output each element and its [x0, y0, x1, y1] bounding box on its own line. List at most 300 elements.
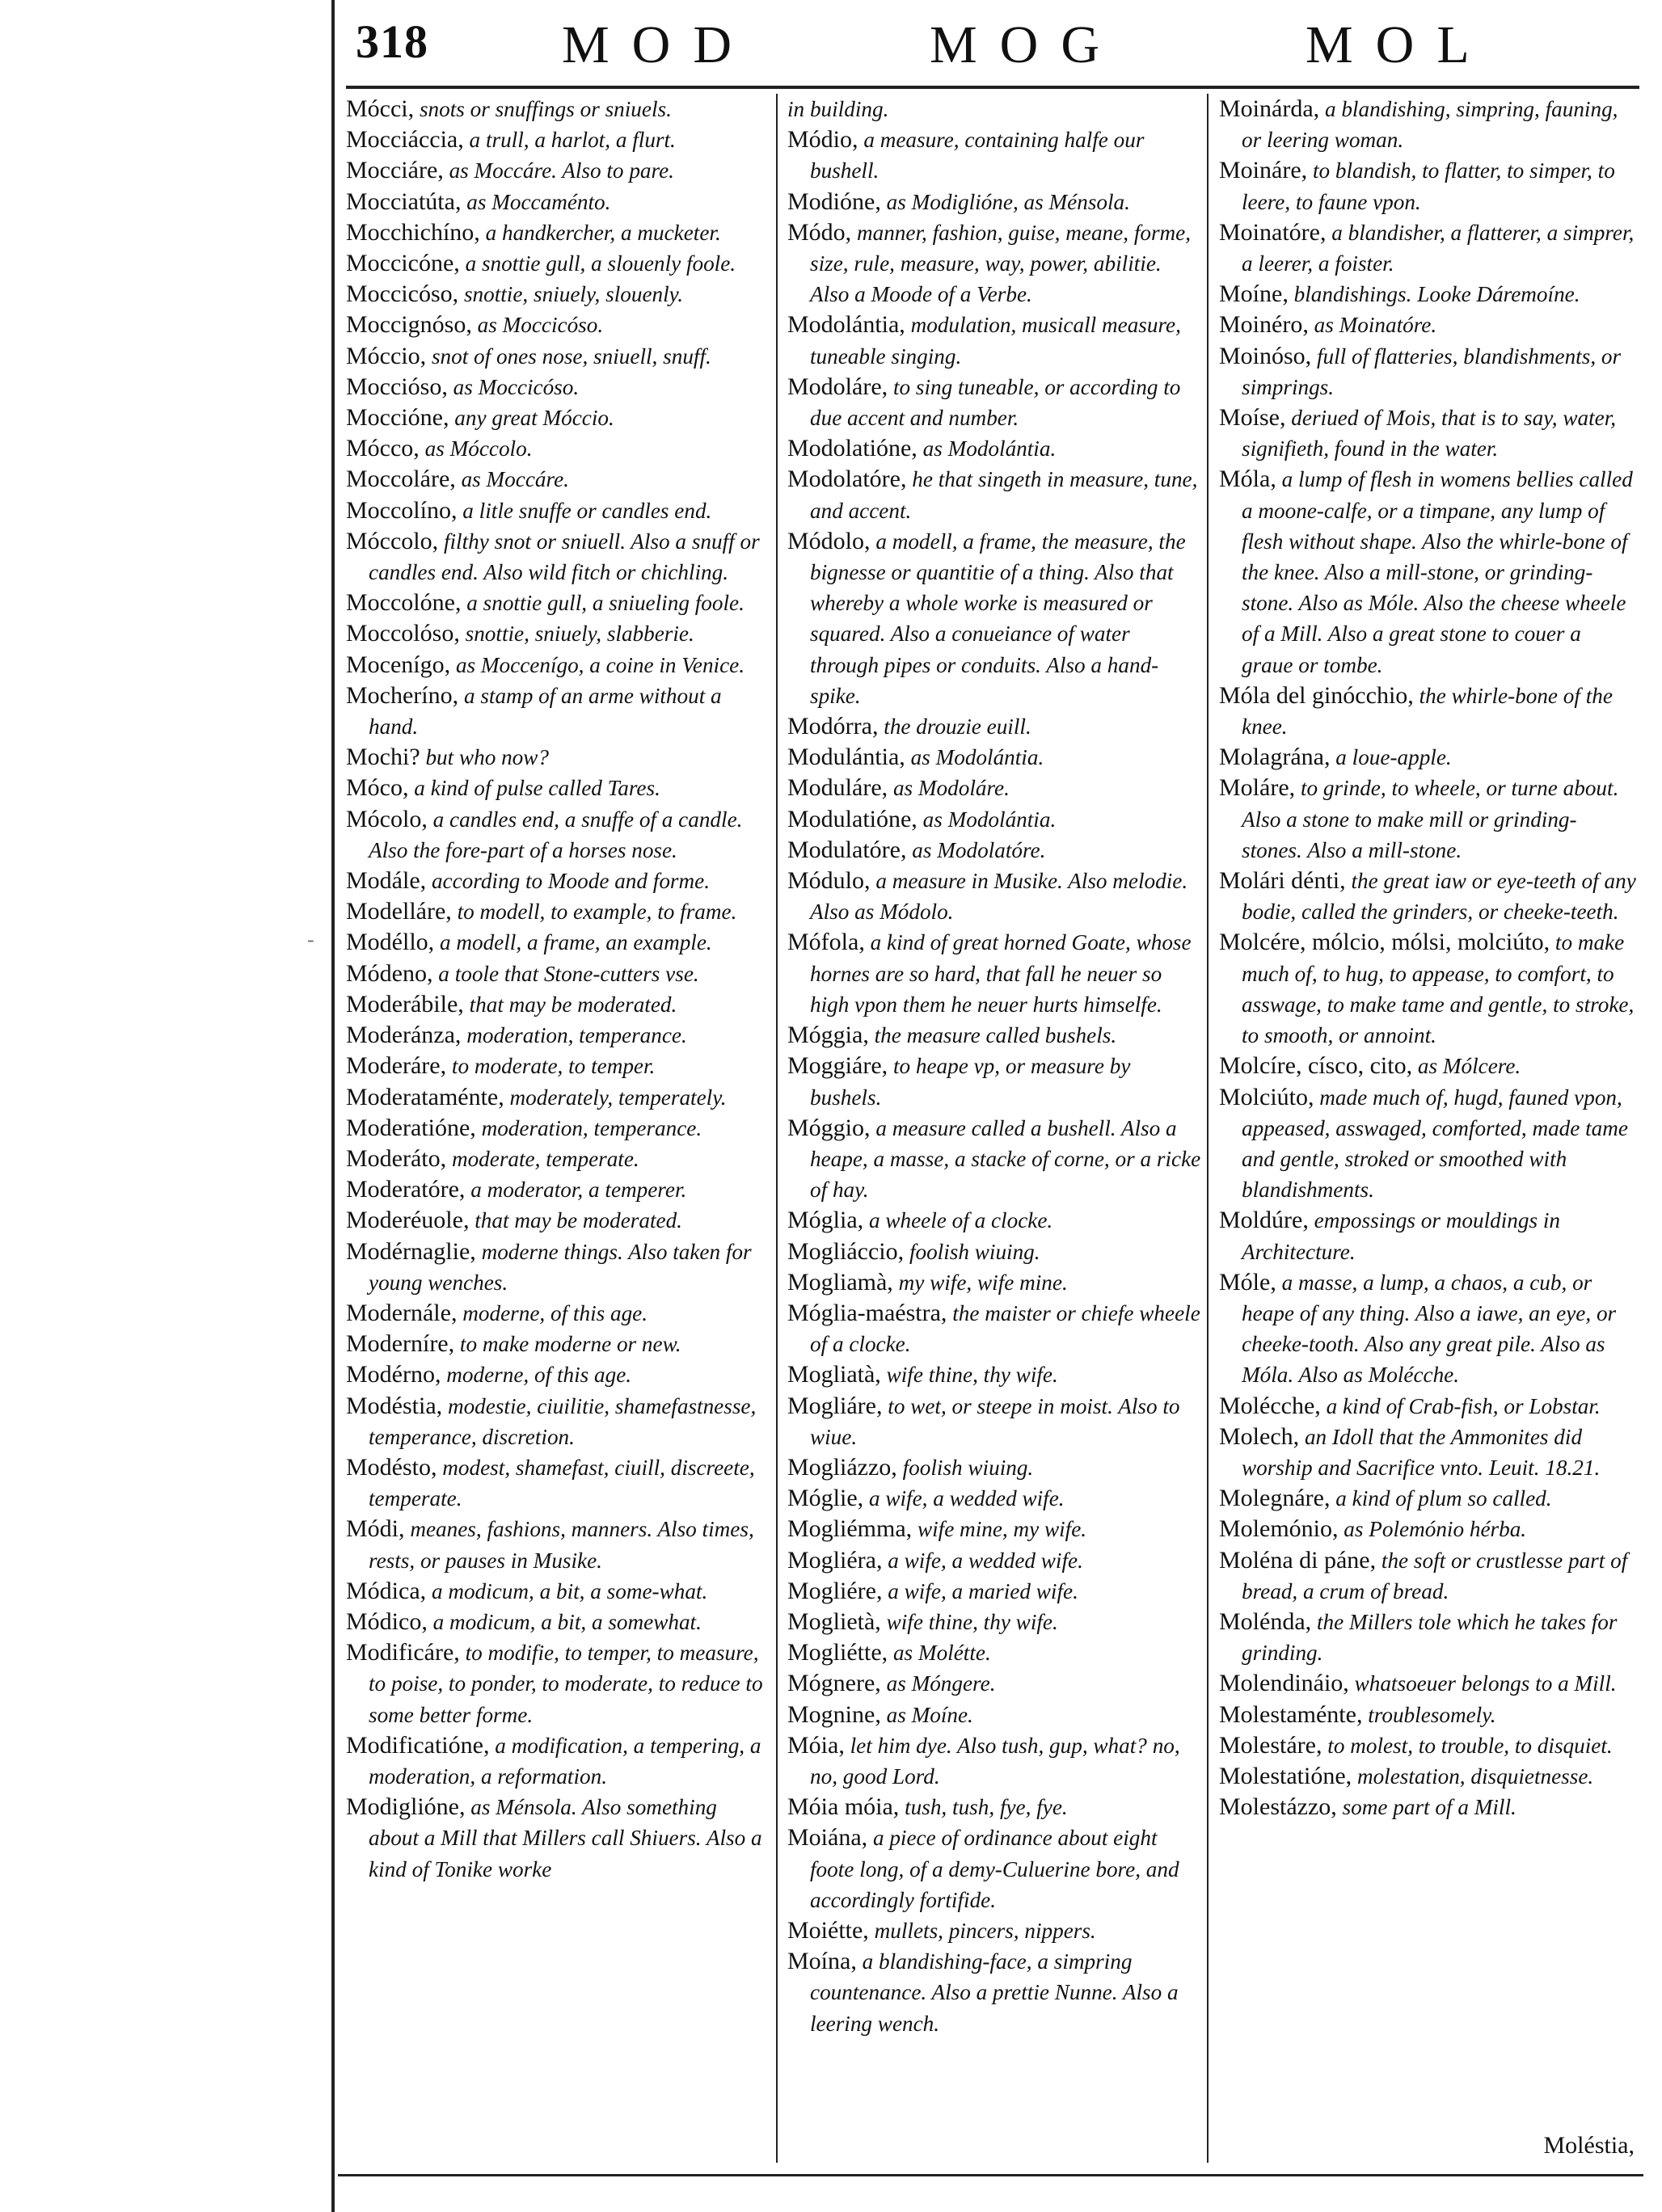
headword: Mogliémma, — [787, 1515, 913, 1543]
definition: as Polemónio hérba. — [1344, 1517, 1527, 1542]
dictionary-entry — [346, 1237, 771, 1298]
definition: a wife, a wedded wife. — [868, 1486, 1065, 1511]
headword: Módeno, — [346, 959, 433, 987]
headword: Molestaménte, — [1219, 1700, 1363, 1728]
headword: Moccolóso, — [346, 620, 460, 647]
headword: Moderataménte, — [346, 1083, 504, 1110]
dictionary-entry — [787, 1946, 1201, 2039]
dictionary-entry — [1219, 1545, 1636, 1607]
headword: Modulántia, — [787, 744, 905, 771]
dictionary-entry — [1219, 310, 1636, 340]
dictionary-entry — [346, 1329, 771, 1359]
dictionary-entry — [346, 1144, 771, 1174]
dictionary-entry — [787, 372, 1201, 433]
definition: to blandish, to flatter, to simper, to leere, to faune vpon. — [1242, 158, 1615, 214]
definition: he that singeth in measure, tune, and accent. — [810, 467, 1198, 523]
definition: a kind of plum so called. — [1335, 1486, 1552, 1511]
definition: made much of, hugd, fauned vpon, appeased, asswaged, comforted, made tame and gentle, stroked or smoothed with blandishments. — [1242, 1085, 1628, 1203]
dictionary-entry — [346, 1637, 771, 1730]
dictionary-entry — [346, 310, 771, 340]
dictionary-entry — [346, 124, 771, 155]
definition: a modicum, a bit, a some-what. — [431, 1578, 708, 1603]
definition: a modification, a tempering, a moderation, a reformation. — [369, 1733, 761, 1789]
dictionary-entry — [1219, 1792, 1636, 1822]
headword: Molestázzo, — [1219, 1793, 1337, 1821]
dictionary-entry — [346, 1792, 771, 1885]
headword: Moléna di páne, — [1219, 1546, 1377, 1574]
definition: as Moíne. — [886, 1702, 973, 1727]
definition: wife mine, my wife. — [917, 1517, 1087, 1542]
dictionary-entry — [346, 372, 771, 402]
dictionary-entry — [346, 1113, 771, 1144]
guide-word-right: MOL — [1306, 15, 1492, 74]
definition: a loue-apple. — [1335, 745, 1452, 770]
headword: Módolo, — [787, 527, 871, 554]
definition: meanes, fashions, manners. Also times, rests, or pauses in Musike. — [369, 1517, 754, 1573]
dictionary-entry — [346, 959, 771, 989]
guide-word-left: MOD — [562, 15, 755, 74]
definition: a measure called a bushell. Also a heape, a masse, a stacke of corne, or a ricke of hay. — [810, 1115, 1201, 1203]
dictionary-entry — [1219, 402, 1636, 464]
dictionary-entry — [787, 1700, 1201, 1730]
definition: the maister or chiefe wheele of a clocke. — [810, 1300, 1200, 1357]
dictionary-entry — [346, 588, 771, 618]
definition: wife thine, thy wife. — [886, 1609, 1058, 1634]
dictionary-entry — [787, 1391, 1201, 1452]
dictionary-entry — [346, 187, 771, 217]
dictionary-entry — [346, 742, 771, 773]
definition: filthy snot or sniuell. Also a snuff or candles end. Also wild fitch or chichling. — [369, 529, 760, 585]
dictionary-entry — [346, 927, 771, 958]
headword: Moccolóne, — [346, 589, 462, 617]
headword: Modolatóre, — [787, 466, 907, 493]
definition: let him dye. Also tush, gup, what? no, no, good Lord. — [810, 1733, 1180, 1789]
definition: the measure called bushels. — [874, 1023, 1117, 1048]
dictionary-entry — [346, 155, 771, 186]
dictionary-entry — [346, 680, 771, 742]
headword: Moderéuole, — [346, 1207, 470, 1234]
definition: empossings or mouldings in Architecture. — [1242, 1208, 1560, 1264]
headword: Mocchichíno, — [346, 218, 480, 246]
headword: Modále, — [346, 867, 427, 895]
dictionary-entry — [346, 1298, 771, 1329]
guide-word-center: MOG — [930, 15, 1123, 74]
headword: Molestáre, — [1219, 1731, 1322, 1759]
definition: moderne, of this age. — [462, 1300, 648, 1325]
headword: Molegnáre, — [1219, 1485, 1331, 1512]
headword: Molári dénti, — [1219, 867, 1346, 895]
headword: Moduláre, — [787, 774, 888, 802]
headword: Modiglióne, — [346, 1793, 466, 1821]
headword: Moccicóne, — [346, 250, 460, 277]
headword: Moccolíno, — [346, 496, 458, 524]
headword: Modórra, — [787, 713, 879, 740]
definition: a candles end, a snuffe of a candle. Also the fore-part of a horses nose. — [369, 807, 743, 862]
definition: a blandisher, a flatterer, a simprer, a leerer, a foister. — [1242, 220, 1635, 276]
dictionary-entry — [1219, 94, 1636, 155]
dictionary-entry — [1219, 279, 1636, 310]
column-divider-1 — [776, 94, 778, 2163]
definition: to make moderne or new. — [459, 1332, 681, 1357]
definition: a kind of great horned Goate, whose hornes are so hard, that fall he neuer so high vpon them he neuer hurts himselfe. — [810, 930, 1192, 1017]
definition: troublesomely. — [1368, 1702, 1496, 1727]
footer-rule — [338, 2174, 1643, 2176]
definition: moderation, temperance. — [466, 1023, 687, 1048]
definition: snottie, sniuely, slouenly. — [463, 282, 684, 307]
definition: as Moccicóso. — [477, 313, 604, 338]
dictionary-entry — [1219, 1082, 1636, 1206]
headword: Móccio, — [346, 342, 427, 369]
definition: the soft or crustlesse part of bread, a crum of bread. — [1242, 1548, 1628, 1603]
dictionary-entry — [787, 1452, 1201, 1483]
definition: but who now? — [425, 745, 550, 770]
margin-mark: - — [307, 928, 314, 951]
catchword: Moléstia, — [1543, 2132, 1635, 2159]
dictionary-entry — [787, 464, 1201, 525]
dictionary-entry — [1219, 1422, 1636, 1483]
definition: a wife, a wedded wife. — [888, 1548, 1083, 1573]
definition: a wheele of a clocke. — [868, 1208, 1053, 1233]
dictionary-entry — [1219, 1668, 1636, 1699]
dictionary-entry — [1219, 1730, 1636, 1761]
headword: Mócco, — [346, 435, 420, 462]
headword: Mocciáre, — [346, 157, 444, 184]
headword: Molcíre, císco, cito, — [1219, 1052, 1413, 1080]
definition: moderne, of this age. — [446, 1363, 632, 1388]
definition: a kind of Crab-fish, or Lobstar. — [1326, 1393, 1601, 1418]
definition: blandishings. Looke Dáremoíne. — [1293, 282, 1580, 307]
definition: modest, shamefast, ciuill, discreete, temperate. — [369, 1455, 755, 1511]
headword: Moderníre, — [346, 1330, 455, 1358]
definition: a masse, a lump, a chaos, a cub, or heape of any thing. Also a iawe, an eye, or cheeke-tooth. Also any great pile. Also as Móla. Also as Molécche. — [1242, 1270, 1617, 1388]
headword: Mogliáccio, — [787, 1237, 905, 1265]
definition: a moderator, a temperer. — [470, 1178, 687, 1203]
headword: Modéstia, — [346, 1392, 443, 1419]
dictionary-entry — [1219, 1267, 1636, 1391]
dictionary-entry — [787, 1730, 1201, 1792]
definition: a handkercher, a mucketer. — [485, 220, 721, 245]
definition: moderately, temperately. — [509, 1085, 727, 1110]
headword: Modulatióne, — [787, 805, 917, 832]
dictionary-entry — [346, 1730, 771, 1792]
definition: as Modolántia. — [910, 745, 1044, 770]
dictionary-entry — [787, 866, 1201, 927]
headword: Moderánza, — [346, 1022, 462, 1049]
definition: as Ménsola. Also something about a Mill that Millers call Shiuers. Also a kind of Tonike worke — [369, 1795, 762, 1881]
definition: a blandishing, simpring, fauning, or leering woman. — [1242, 97, 1618, 153]
dictionary-entry — [346, 1607, 771, 1637]
headword: Moldúre, — [1219, 1207, 1309, 1234]
headword: Mognine, — [787, 1700, 881, 1728]
definition: to sing tuneable, or according to due accent and number. — [810, 374, 1181, 431]
headword: Moderatóre, — [346, 1176, 466, 1203]
dictionary-entry — [787, 1637, 1201, 1668]
headword: Móia móia, — [787, 1793, 900, 1821]
definition: wife thine, thy wife. — [886, 1363, 1058, 1388]
headword: Modelláre, — [346, 898, 452, 925]
headword: Módico, — [346, 1607, 428, 1635]
headword: Módio, — [787, 126, 858, 154]
dictionary-entry — [346, 402, 771, 433]
dictionary-entry — [787, 1205, 1201, 1236]
dictionary-entry — [1219, 1391, 1636, 1422]
dictionary-entry — [787, 1298, 1201, 1359]
definition: a stamp of an arme without a hand. — [369, 683, 722, 739]
dictionary-entry — [787, 1113, 1201, 1206]
headword: Módica, — [346, 1577, 427, 1604]
definition: tush, tush, fye, fye. — [905, 1795, 1068, 1820]
headword: Modificáre, — [346, 1639, 460, 1666]
headword: Molech, — [1219, 1422, 1300, 1450]
definition: deriued of Mois, that is to say, water, signifieth, found in the water. — [1242, 406, 1617, 461]
dictionary-entry — [1219, 1514, 1636, 1544]
dictionary-entry — [787, 187, 1201, 217]
dictionary-entry — [346, 1205, 771, 1236]
headword: Móggio, — [787, 1114, 871, 1141]
dictionary-entry — [346, 433, 771, 464]
dictionary-entry — [787, 1237, 1201, 1267]
definition: moderate, temperate. — [451, 1146, 639, 1171]
headword: Molestatióne, — [1219, 1762, 1352, 1789]
headword: Moccióne, — [346, 404, 449, 432]
headword: Modernále, — [346, 1299, 458, 1326]
definition: a trull, a harlot, a flurt. — [469, 128, 676, 153]
definition: that may be moderated. — [469, 992, 677, 1017]
definition: a snottie gull, a sniueling foole. — [466, 591, 745, 616]
headword: Moinóso, — [1219, 342, 1312, 369]
definition: whatsoeuer belongs to a Mill. — [1354, 1671, 1617, 1696]
headword: Mógnere, — [787, 1670, 881, 1697]
definition: foolish wiuing. — [902, 1455, 1034, 1480]
dictionary-entry — [787, 1822, 1201, 1915]
definition: in building. — [787, 97, 889, 121]
dictionary-entry — [346, 1082, 771, 1113]
headword: Mocheríno, — [346, 681, 459, 709]
headword: Móglia, — [787, 1207, 864, 1234]
dictionary-entry — [787, 1483, 1201, 1514]
headword: Móia, — [787, 1731, 845, 1759]
definition: as Moccáre. — [461, 467, 569, 492]
dictionary-entry — [346, 1174, 771, 1205]
column-divider-2 — [1207, 94, 1209, 2163]
dictionary-entry — [787, 1607, 1201, 1637]
dictionary-entry — [346, 341, 771, 372]
headword: Móglia-maéstra, — [787, 1299, 947, 1326]
headword: Moccióso, — [346, 373, 448, 400]
headword: Mocenígo, — [346, 651, 451, 678]
dictionary-entry — [787, 1915, 1201, 1946]
definition: a modicum, a bit, a somewhat. — [432, 1609, 702, 1634]
dictionary-entry — [346, 866, 771, 896]
headword: Moggiáre, — [787, 1052, 888, 1080]
definition: moderne things. Also taken for young wenches. — [369, 1239, 752, 1295]
headword: Móccolo, — [346, 527, 439, 554]
page-number: 318 — [356, 15, 428, 68]
dictionary-entry — [1219, 680, 1636, 742]
definition: to modell, to example, to frame. — [457, 900, 737, 925]
headword: Modoláre, — [787, 373, 888, 400]
headword: Modésto, — [346, 1453, 437, 1481]
dictionary-entry — [787, 742, 1201, 773]
headword: Modéllo, — [346, 929, 435, 956]
definition: a snottie gull, a slouenly foole. — [465, 251, 736, 276]
dictionary-entry — [787, 804, 1201, 835]
definition: as Molétte. — [892, 1641, 991, 1666]
column-2 — [787, 94, 1201, 2039]
definition: molestation, disquietnesse. — [1356, 1763, 1594, 1789]
headword: Móco, — [346, 774, 409, 802]
definition: a wife, a maried wife. — [888, 1578, 1078, 1603]
dictionary-entry — [787, 1792, 1201, 1822]
headword: Móle, — [1219, 1268, 1276, 1296]
dictionary-entry — [346, 896, 771, 927]
headword: Mocciáccia, — [346, 126, 464, 154]
dictionary-entry — [346, 989, 771, 1020]
dictionary-entry — [787, 711, 1201, 742]
dictionary-entry — [787, 94, 1201, 124]
dictionary-entry — [1219, 217, 1636, 279]
headword: Modificatióne, — [346, 1731, 490, 1759]
headword: Moiétte, — [787, 1916, 869, 1944]
definition: a modell, a frame, the measure, the bignesse or quantitie of a thing. Also that whereby a whole worke is measured or squared. Also a conueiance of water through pipes or conduits. Also a hand-spike. — [810, 529, 1186, 708]
definition: the Millers tole which he takes for grinding. — [1242, 1609, 1618, 1666]
definition: as Modiglióne, as Ménsola. — [886, 189, 1130, 214]
definition: as Modolatóre. — [912, 837, 1046, 862]
dictionary-entry — [787, 1514, 1201, 1544]
definition: manner, fashion, guise, meane, forme, size, rule, measure, way, power, abilitie. Also a Moode of a Verbe. — [810, 220, 1192, 307]
definition: the drouzie euill. — [884, 714, 1031, 739]
headword: Modióne, — [787, 187, 881, 215]
headword: Modérno, — [346, 1361, 441, 1388]
dictionary-entry — [787, 217, 1201, 310]
dictionary-entry — [346, 1391, 771, 1452]
definition: a measure, containing halfe our bushell. — [810, 128, 1145, 183]
dictionary-entry — [346, 650, 771, 680]
definition: a measure in Musike. Also melodie. Also as Módolo. — [810, 869, 1188, 925]
definition: snot of ones nose, sniuell, snuff. — [431, 343, 711, 369]
dictionary-entry — [346, 217, 771, 248]
dictionary-entry — [346, 804, 771, 866]
dictionary-entry — [787, 1051, 1201, 1112]
dictionary-entry — [787, 1267, 1201, 1298]
headword: Moíne, — [1219, 280, 1289, 308]
definition: any great Móccio. — [454, 406, 614, 431]
definition: as Moinatóre. — [1314, 313, 1437, 338]
dictionary-entry — [1219, 1607, 1636, 1668]
definition: a blandishing-face, a simpring countenance. Also a prettie Nunne. Also a leering wench. — [810, 1949, 1179, 2036]
definition: to heape vp, or measure by bushels. — [810, 1054, 1131, 1110]
definition: a toole that Stone-cutters vse. — [438, 961, 699, 986]
dictionary-entry — [787, 433, 1201, 464]
definition: modestie, ciuilitie, shamefastnesse, temperance, discretion. — [369, 1393, 757, 1449]
dictionary-entry — [1219, 866, 1636, 927]
definition: as Modolántia. — [922, 436, 1057, 461]
headword: Mogliáre, — [787, 1392, 883, 1419]
headword: Móggia, — [787, 1022, 869, 1049]
dictionary-entry — [346, 1020, 771, 1051]
headword: Molcére, mólcio, mólsi, molciúto, — [1219, 929, 1550, 956]
definition: moderation, temperance. — [481, 1115, 702, 1140]
dictionary-entry — [346, 279, 771, 310]
headword: Modolántia, — [787, 311, 905, 339]
definition: snottie, sniuely, slabberie. — [465, 621, 694, 647]
definition: the whirle-bone of the knee. — [1242, 683, 1613, 739]
headword: Moíse, — [1219, 404, 1286, 432]
headword: Moccignóso, — [346, 311, 472, 339]
dictionary-entry — [346, 248, 771, 279]
definition: a piece of ordinance about eight foote long, of a demy-Culuerine bore, and accordingly fortifide. — [810, 1826, 1179, 1912]
headword: Mogliamà, — [787, 1268, 893, 1296]
definition: full of flatteries, blandishments, or simprings. — [1242, 343, 1622, 399]
definition: a modell, a frame, an example. — [439, 930, 712, 955]
dictionary-entry — [787, 1668, 1201, 1699]
headword: Mocciatúta, — [346, 187, 462, 215]
dictionary-entry — [346, 526, 771, 588]
definition: to grinde, to wheele, or turne about. Also a stone to make mill or grinding-stones. Also a mill-stone. — [1242, 776, 1619, 862]
dictionary-entry — [1219, 341, 1636, 402]
dictionary-entry — [346, 618, 771, 649]
headword: Moderáre, — [346, 1052, 447, 1080]
headword: Molénda, — [1219, 1607, 1312, 1635]
headword: Mochi? — [346, 744, 420, 771]
definition: foolish wiuing. — [909, 1239, 1040, 1264]
dictionary-entry — [1219, 464, 1636, 680]
dictionary-entry — [1219, 1205, 1636, 1266]
dictionary-entry — [787, 124, 1201, 186]
dictionary-entry — [787, 927, 1201, 1020]
headword: Molendináio, — [1219, 1670, 1349, 1697]
headword: Moinatóre, — [1219, 218, 1327, 246]
dictionary-entry — [346, 464, 771, 495]
definition: a litle snuffe or candles end. — [462, 498, 712, 523]
headword: Móla del ginócchio, — [1219, 681, 1414, 709]
definition: that may be moderated. — [475, 1208, 682, 1233]
dictionary-entry — [1219, 155, 1636, 217]
header-rule — [346, 86, 1639, 89]
definition: as Moccicóso. — [453, 374, 580, 399]
dictionary-entry — [346, 94, 771, 124]
headword: Mogliére, — [787, 1577, 883, 1604]
headword: Módulo, — [787, 867, 871, 895]
headword: Mogliéra, — [787, 1546, 883, 1574]
definition: as Modolántia. — [922, 807, 1057, 832]
dictionary-entry — [346, 1359, 771, 1390]
dictionary-entry — [1219, 927, 1636, 1051]
definition: modulation, musicall measure, tuneable singing. — [810, 313, 1181, 369]
definition: to modifie, to temper, to measure, to poise, to ponder, to moderate, to reduce to some better forme. — [369, 1641, 763, 1727]
definition: an Idoll that the Ammonites did worship and Sacrifice vnto. Leuit. 18.21. — [1242, 1424, 1601, 1480]
headword: Mócolo, — [346, 805, 428, 832]
definition: as Modoláre. — [892, 776, 1010, 801]
definition: my wife, wife mine. — [898, 1270, 1068, 1295]
headword: Modérnaglie, — [346, 1237, 476, 1265]
definition: to moderate, to temper. — [451, 1054, 656, 1079]
definition: to molest, to trouble, to disquiet. — [1327, 1733, 1613, 1758]
dictionary-entry — [787, 1545, 1201, 1576]
definition: snots or snuffings or sniuels. — [419, 97, 672, 121]
dictionary-entry — [787, 1020, 1201, 1051]
headword: Moderatióne, — [346, 1114, 476, 1141]
dictionary-entry — [787, 773, 1201, 803]
headword: Molécche, — [1219, 1392, 1321, 1419]
page-header — [348, 15, 1641, 82]
headword: Móla, — [1219, 466, 1276, 493]
dictionary-entry — [346, 495, 771, 526]
headword: Moinárda, — [1219, 95, 1320, 122]
headword: Molagrána, — [1219, 744, 1331, 771]
definition: according to Moode and forme. — [431, 869, 711, 894]
definition: as Mólcere. — [1417, 1054, 1521, 1079]
